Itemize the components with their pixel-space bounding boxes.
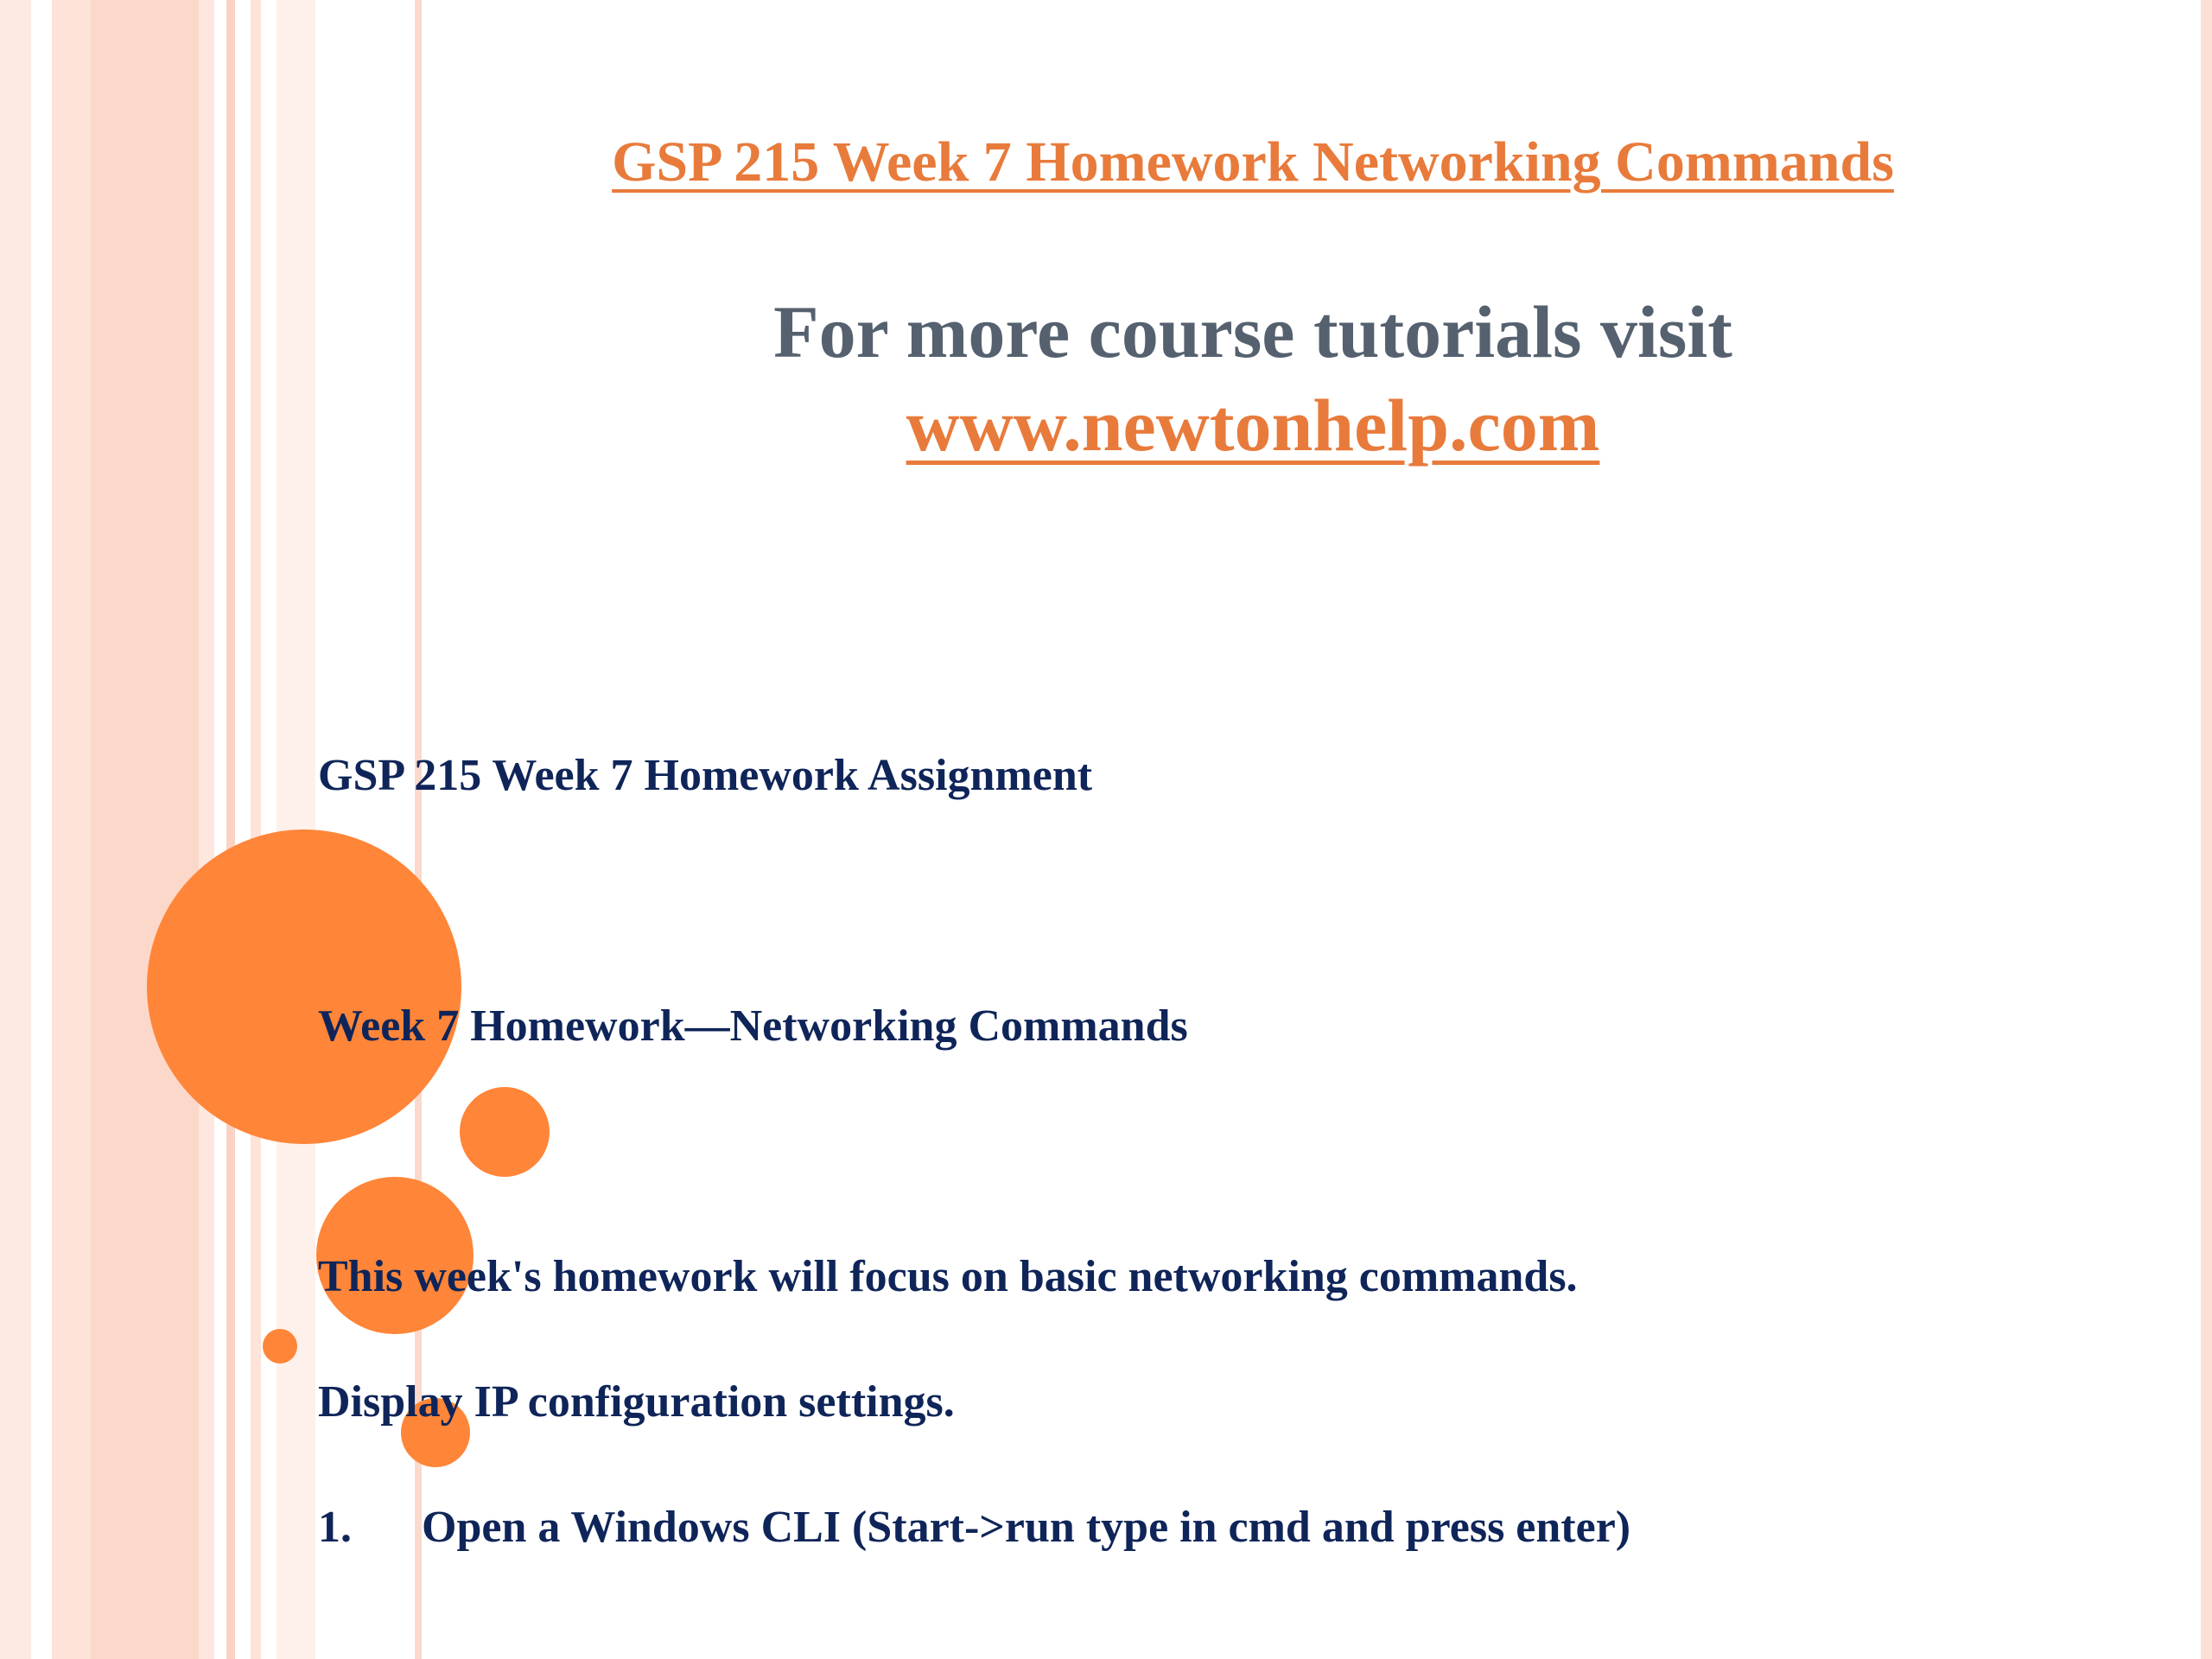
decorative-stripe bbox=[91, 0, 199, 1659]
decorative-circle-large bbox=[147, 830, 461, 1144]
intro-text: This week's homework will focus on basic networking commands. bbox=[318, 1252, 1578, 1301]
decorative-stripe bbox=[251, 0, 261, 1659]
decorative-stripe bbox=[2201, 0, 2212, 1659]
assignment-heading: GSP 215 Week 7 Homework Assignment bbox=[318, 751, 1093, 800]
slide-title-link[interactable]: GSP 215 Week 7 Homework Networking Commands bbox=[612, 130, 1894, 194]
decorative-circle-small bbox=[263, 1329, 297, 1363]
decorative-stripe bbox=[52, 0, 91, 1659]
homework-heading: Week 7 Homework—Networking Commands bbox=[318, 1001, 1188, 1051]
decorative-circle-medium bbox=[460, 1087, 550, 1177]
decorative-stripe bbox=[226, 0, 235, 1659]
decorative-stripe bbox=[199, 0, 214, 1659]
step-text: Open a Windows CLI (Start->run type in cmd and press enter) bbox=[422, 1503, 1631, 1552]
step-1 bbox=[318, 1502, 1630, 1553]
website-link[interactable]: www.newtonhelp.com bbox=[906, 384, 1600, 467]
subtitle-text: For more course tutorials visit bbox=[773, 290, 1732, 373]
subtitle-block bbox=[0, 285, 2212, 472]
decorative-stripe bbox=[0, 0, 31, 1659]
step-number: 1. bbox=[318, 1503, 352, 1552]
display-ip-text: Display IP configuration settings. bbox=[318, 1377, 955, 1427]
